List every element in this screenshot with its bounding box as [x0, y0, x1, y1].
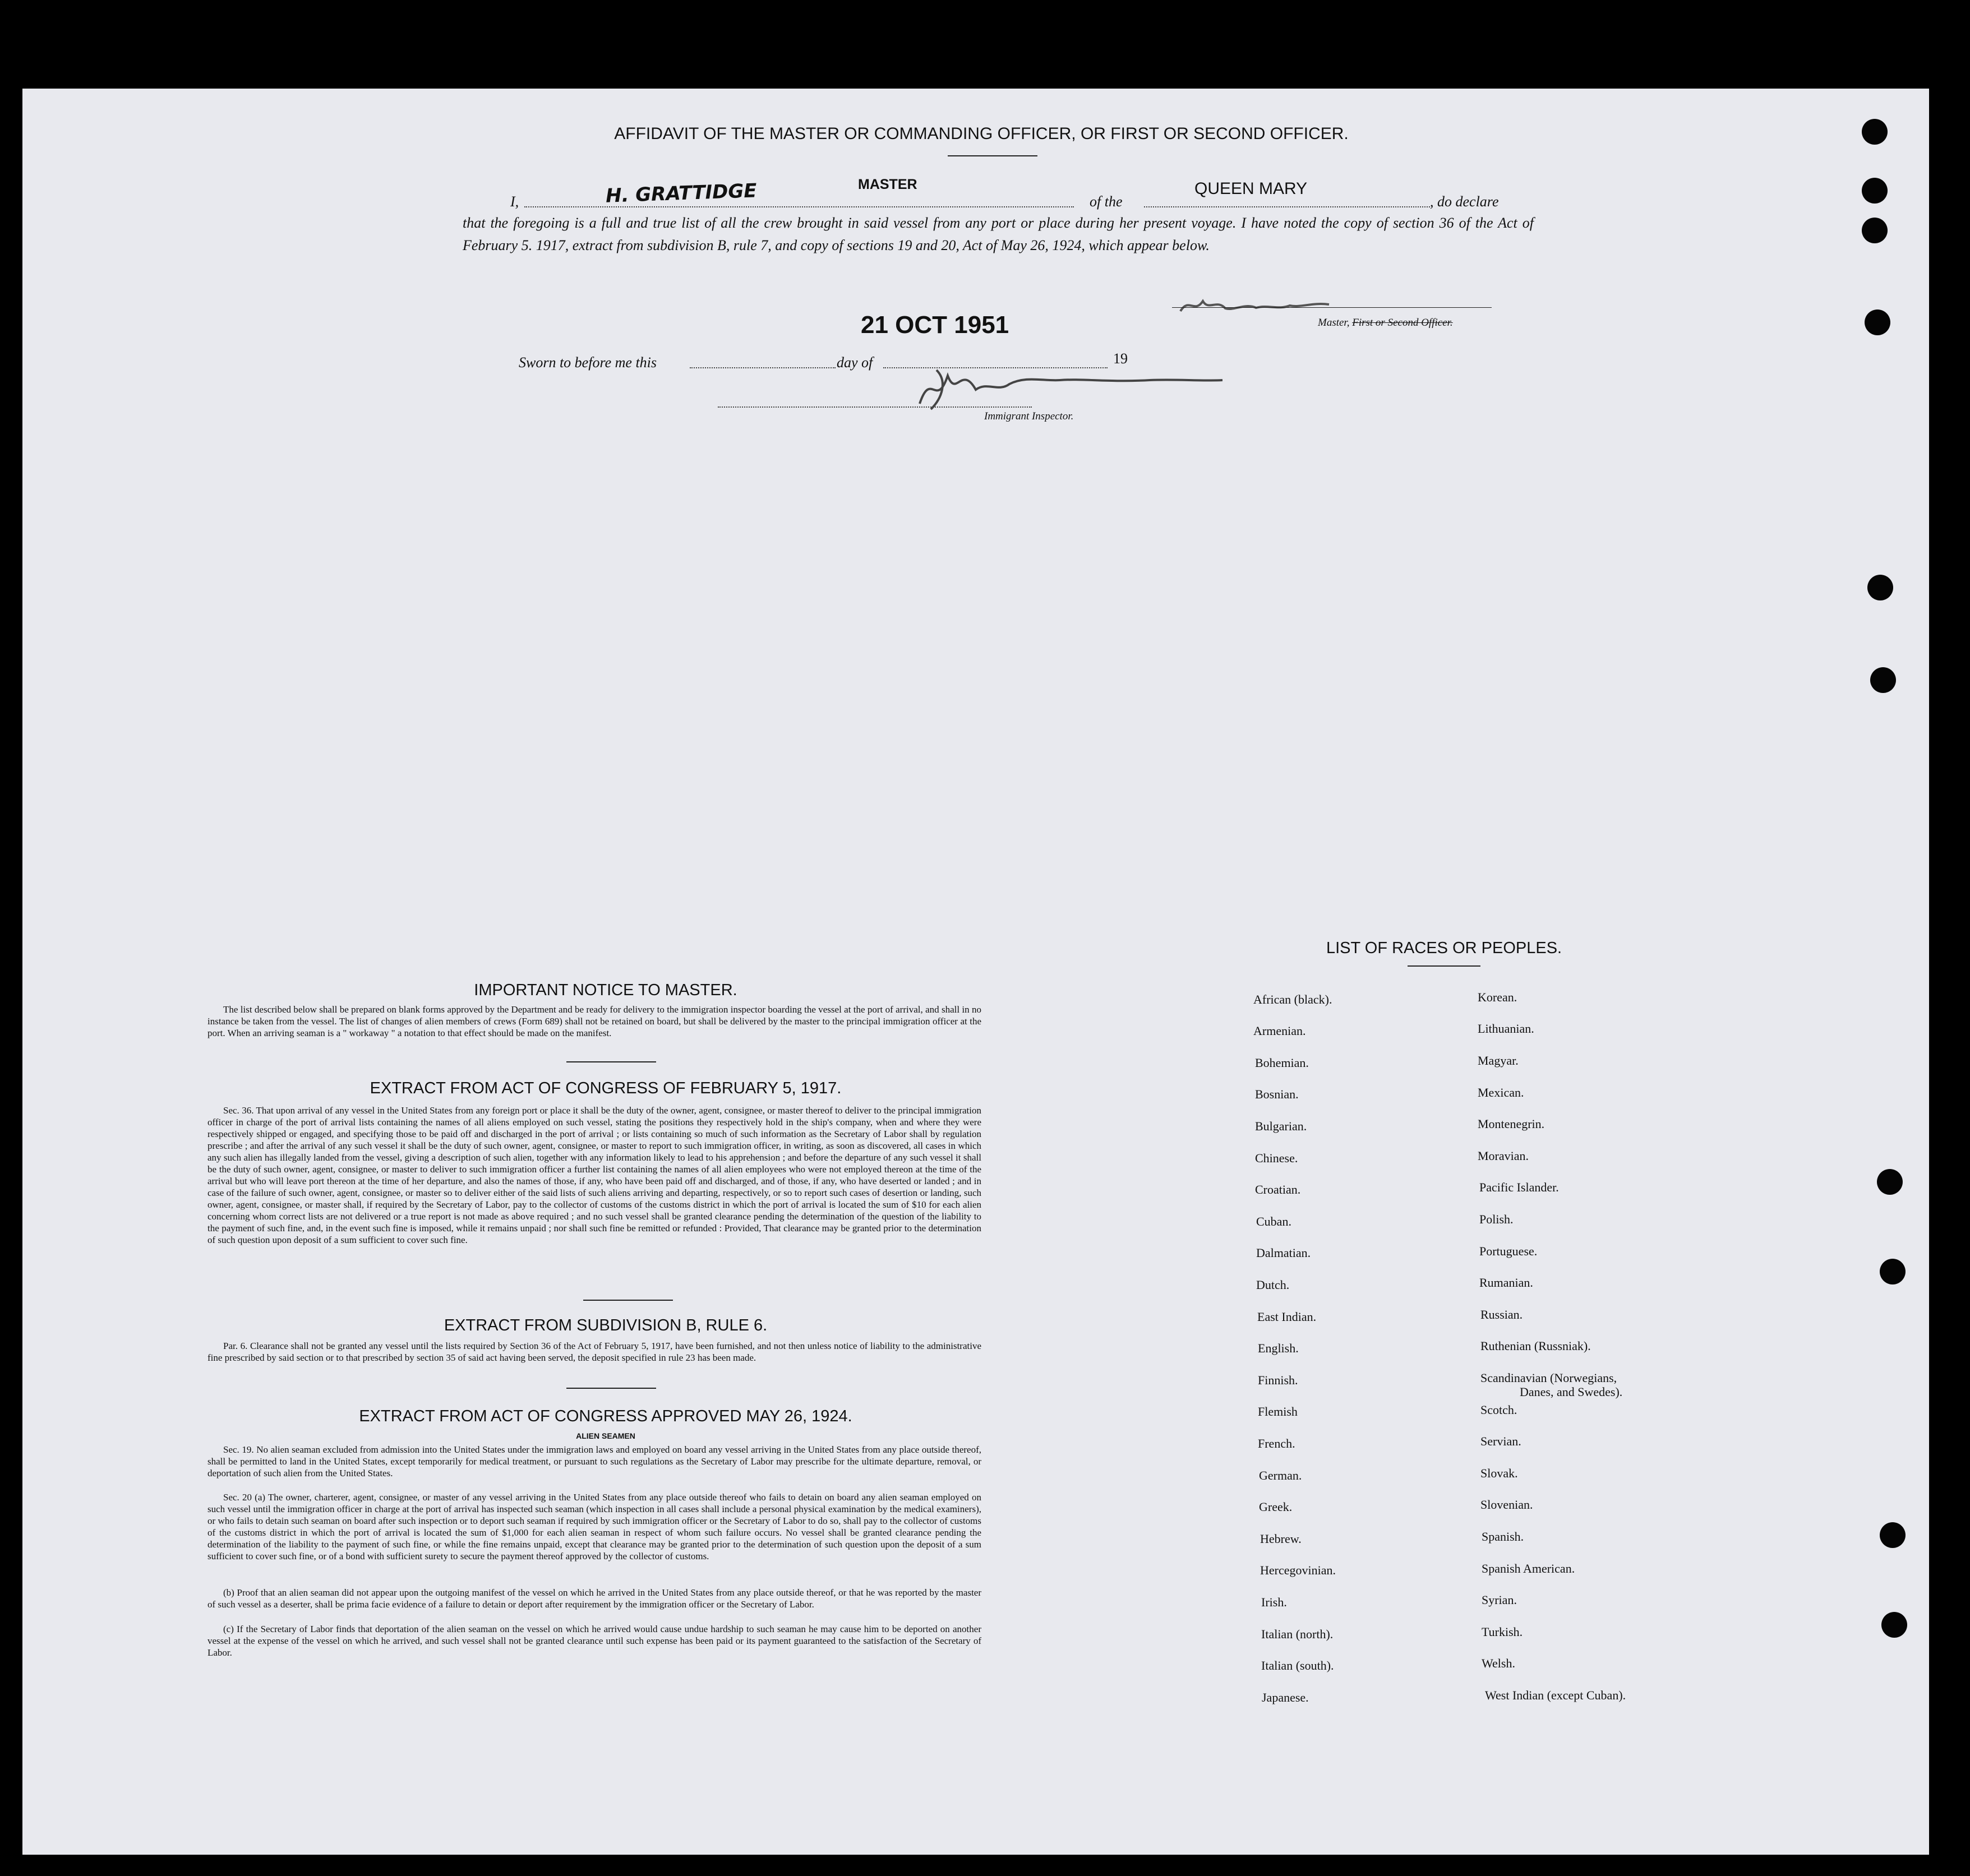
vessel-name: QUEEN MARY [1194, 179, 1308, 198]
of-the-label: of the [1090, 193, 1123, 210]
divider [583, 1300, 673, 1301]
divider [1408, 965, 1480, 967]
race-item: Bosnian. [1255, 1087, 1299, 1101]
race-item: Mexican. [1478, 1085, 1524, 1099]
race-item: Servian. [1480, 1434, 1521, 1448]
races-title: LIST OF RACES OR PEOPLES. [1326, 939, 1562, 957]
race-item: Armenian. [1253, 1024, 1306, 1038]
race-item: Scandinavian (Norwegians, [1480, 1371, 1617, 1385]
race-item: Hebrew. [1260, 1532, 1302, 1546]
punch-hole [1862, 218, 1888, 243]
rule-6-text: Par. 6. Clearance shall not be granted any vessel until the lists required by Section 36 of the Act of February 5, 1917, have been furnished, and not then unless notice of liability to the administrative fine prescribed by said section or to that prescribed by section 35 of said act having been served, the deposit specified in rule 23 has been made. [207, 1341, 981, 1363]
officer-caption-struck: First or Second Officer. [1352, 317, 1453, 329]
race-item: Hercegovinian. [1260, 1563, 1336, 1577]
race-item: Flemish [1258, 1404, 1298, 1418]
rule-6-title: EXTRACT FROM SUBDIVISION B, RULE 6. [444, 1316, 768, 1334]
race-item: German. [1259, 1468, 1302, 1482]
race-item: Korean. [1478, 990, 1517, 1004]
act-1924-sec-20c: (c) If the Secretary of Labor finds that deportation of the alien seaman on the vessel on which he arrived would cause undue hardship to such seaman he may cause him to be deported on another vessel at the expense of the vessel on which he arrived, and such vessel shall not be granted clearance until such expense has been paid or its payment guaranteed to the satisfaction of the Secretary of Labor. [207, 1624, 981, 1658]
vessel-field-line [1144, 206, 1430, 207]
race-item: Magyar. [1478, 1053, 1519, 1068]
act-1917-title: EXTRACT FROM ACT OF CONGRESS OF FEBRUARY 5, 1917. [370, 1079, 842, 1097]
race-item: Scotch. [1480, 1403, 1517, 1417]
race-item: Ruthenian (Russniak). [1480, 1339, 1591, 1353]
act-1924-sec-20b: (b) Proof that an alien seaman did not appear upon the outgoing manifest of the vessel on which he arrived in the United States from any place outside thereof, or that he was reported by the master of such vessel as a deserter, shall be prima facie evidence of a failure to detain or deport after requirement by the immigration officer or the Secretary of Labor. [207, 1587, 981, 1610]
race-item: Greek. [1259, 1500, 1293, 1514]
notice-text: The list described below shall be prepared on blank forms approved by the Department and be ready for delivery to the immigration inspector boarding the vessel at the port of arrival, and shall in no instance be taken from the vessel. The list of changes of alien members of crews (Form 689) shall not be retained on board, but shall be delivered by the master to the principal immigration officer at the port. When an arriving seaman is a " workaway " a notation to that effect should be made on the manifest. [207, 1004, 981, 1038]
race-item: Moravian. [1478, 1149, 1529, 1163]
divider [566, 1388, 656, 1389]
race-item: Lithuanian. [1478, 1022, 1534, 1036]
punch-hole [1880, 1522, 1906, 1548]
race-item: Slovenian. [1480, 1498, 1533, 1512]
act-1917-text: Sec. 36. That upon arrival of any vessel in the United States from any foreign port or place it shall be the duty of the owner, agent, consignee, or master thereof to deliver to the principal immigration officer in charge of the port of arrival lists containing the names of all aliens employed on such vessel, stating the positions they respectively hold in the ship's company, when and where they were respectively shipped or engaged, and specifying those to be paid off and discharged in the port of arrival ; or lists containing so much of such information as the Secretary of Labor shall by regulation prescribe ; and after the arrival of any such vessel it shall be the duty of such owner, agent, consignee, or master to report to such immigration officer, in writing, as soon as discovered, all cases in which any such alien has illegally landed from the vessel, giving a description of such alien, together with any information likely to lead to his apprehension ; and before the departure of any such vessel it shall be the duty of such owner, agent, consignee, or master to deliver to such immigration officer a further list containing the names of all alien employees who were not employed thereon at the time of the arrival but who will leave port thereon at the time of her departure, and also the names of those, if any, who have been paid off and discharged, and of those, if any, who have deserted or landed ; and in case of the failure of such owner, agent, consignee, or master so to deliver either of the said lists of such aliens arriving and departing, respectively, or so to report such cases of desertion or landing, such owner, agent, consignee, or master shall, if required by the Secretary of Labor, pay to the collector of customs of the customs district in which the port of arrival is located the sum of $10 for each alien concerning whom correct lists are not delivered or a true report is not made as above required ; and no such vessel shall be granted clearance pending the determination of the question of the liability to the payment of such fine, and, in the event such fine is imposed, while it remains unpaid ; nor shall such fine be remitted or refunded : Provided, That clearance may be granted prior to the determination of such question upon deposit of a sum sufficient to cover such fine. [207, 1105, 981, 1245]
race-item: Rumanian. [1479, 1276, 1533, 1290]
race-item: Turkish. [1482, 1625, 1523, 1639]
punch-hole [1881, 1612, 1907, 1638]
race-item: Chinese. [1255, 1151, 1298, 1165]
race-item: Portuguese. [1479, 1244, 1538, 1258]
date-stamp: 21 OCT 1951 [861, 311, 1009, 339]
punch-hole [1877, 1169, 1903, 1195]
punch-hole [1862, 178, 1888, 204]
act-1924-sec-19: Sec. 19. No alien seaman excluded from admission into the United States under the immigration laws and employed on board any vessel arriving in the United States from any place outside thereof, shall be permitted to land in the United States, except temporarily for medical treatment, or pursuant to such regulations as the Secretary of Labor may prescribe for the ultimate departure, removal, or deportation of such alien from the United States. [207, 1444, 981, 1478]
race-item-continued: Danes, and Swedes). [1520, 1385, 1623, 1399]
race-item: Montenegrin. [1478, 1117, 1545, 1131]
affidavit-body: that the foregoing is a full and true list of all the crew brought in said vessel from any port or place during her present voyage. I have noted the copy of section 36 of the Act of February 5. 1917, extract from subdivision B, rule 7, and copy of sections 19 and 20, Act of May 26, 1924, which appear below. [463, 215, 1534, 253]
race-item: East Indian. [1257, 1310, 1317, 1324]
rank-stamp: MASTER [858, 177, 917, 192]
race-item: Italian (south). [1261, 1658, 1334, 1672]
race-item: Slovak. [1480, 1466, 1518, 1480]
race-item: Pacific Islander. [1479, 1180, 1559, 1194]
master-caption: Master, [1318, 317, 1350, 329]
race-item: Dutch. [1256, 1278, 1290, 1292]
race-item: French. [1258, 1436, 1295, 1450]
divider [566, 1061, 656, 1062]
inspector-caption: Immigrant Inspector. [984, 410, 1074, 422]
race-item: African (black). [1253, 992, 1332, 1006]
punch-hole [1870, 667, 1896, 693]
master-name-handwritten: H. GRATTIDGE [605, 179, 758, 207]
signature-line [1172, 307, 1492, 308]
race-item: Italian (north). [1261, 1627, 1334, 1641]
race-item: Finnish. [1258, 1373, 1298, 1387]
race-item: Spanish. [1482, 1530, 1524, 1544]
race-item: Polish. [1479, 1212, 1514, 1226]
act-1924-title: EXTRACT FROM ACT OF CONGRESS APPROVED MAY 26, 1924. [359, 1407, 852, 1425]
sworn-day-line [690, 367, 836, 368]
act-1924-sec-20a: Sec. 20 (a) The owner, charterer, agent, consignee, or master of any vessel arriving in the United States from any place outside thereof who fails to detain on board any alien seaman employed on such vessel until the immigration officer in charge at the port of arrival has inspected such seaman (which inspection in all cases shall include a personal physical examination by the medical examiners), or who fails to detain such seaman on board after such inspection or to deport such seaman if required by such immigration officer or the Secretary of Labor to do so, shall pay to the collector of customs of the customs district in which the port of arrival is located the sum of $1,000 for each alien seaman in respect of whom such failure occurs. No vessel shall be granted clearance pending the determination of the liability to the payment of such fine, or while the fine remains unpaid, except that clearance may be granted prior to the determination of such question upon the deposit of a sum sufficient to cover such fine, or of a bond with sufficient surety to secure the payment thereof approved by the collector of customs. [207, 1492, 981, 1561]
punch-hole [1865, 309, 1890, 335]
do-declare-label: , do declare [1430, 193, 1499, 210]
race-item: Russian. [1480, 1307, 1523, 1321]
inspector-line [718, 406, 1032, 408]
sworn-year-prefix: 19 [1113, 350, 1128, 367]
race-item: Bulgarian. [1255, 1119, 1307, 1133]
sworn-text: Sworn to before me this [519, 354, 657, 371]
sworn-day-of: day of [837, 354, 873, 371]
race-item: Cuban. [1256, 1214, 1291, 1228]
punch-hole [1880, 1259, 1906, 1284]
master-signature [1178, 294, 1335, 317]
race-item: Welsh. [1482, 1656, 1515, 1670]
act-1924-subtitle: ALIEN SEAMEN [576, 1431, 635, 1440]
race-item: English. [1258, 1341, 1299, 1355]
punch-hole [1862, 119, 1888, 145]
race-item: Syrian. [1482, 1593, 1517, 1607]
divider [948, 155, 1037, 156]
punch-hole [1867, 575, 1893, 600]
race-item: Irish. [1261, 1595, 1287, 1609]
race-item: Japanese. [1262, 1690, 1309, 1704]
race-item: Bohemian. [1255, 1056, 1309, 1070]
affidavit-title: AFFIDAVIT OF THE MASTER OR COMMANDING OFFICER, OR FIRST OR SECOND OFFICER. [614, 124, 1349, 143]
signature-caption [1318, 317, 1453, 329]
notice-title: IMPORTANT NOTICE TO MASTER. [474, 981, 737, 999]
race-item: Croatian. [1255, 1182, 1301, 1196]
race-item: Dalmatian. [1256, 1246, 1311, 1260]
declaration-i: I, [510, 193, 519, 210]
race-item: Spanish American. [1482, 1561, 1575, 1575]
race-item: West Indian (except Cuban). [1485, 1688, 1626, 1702]
